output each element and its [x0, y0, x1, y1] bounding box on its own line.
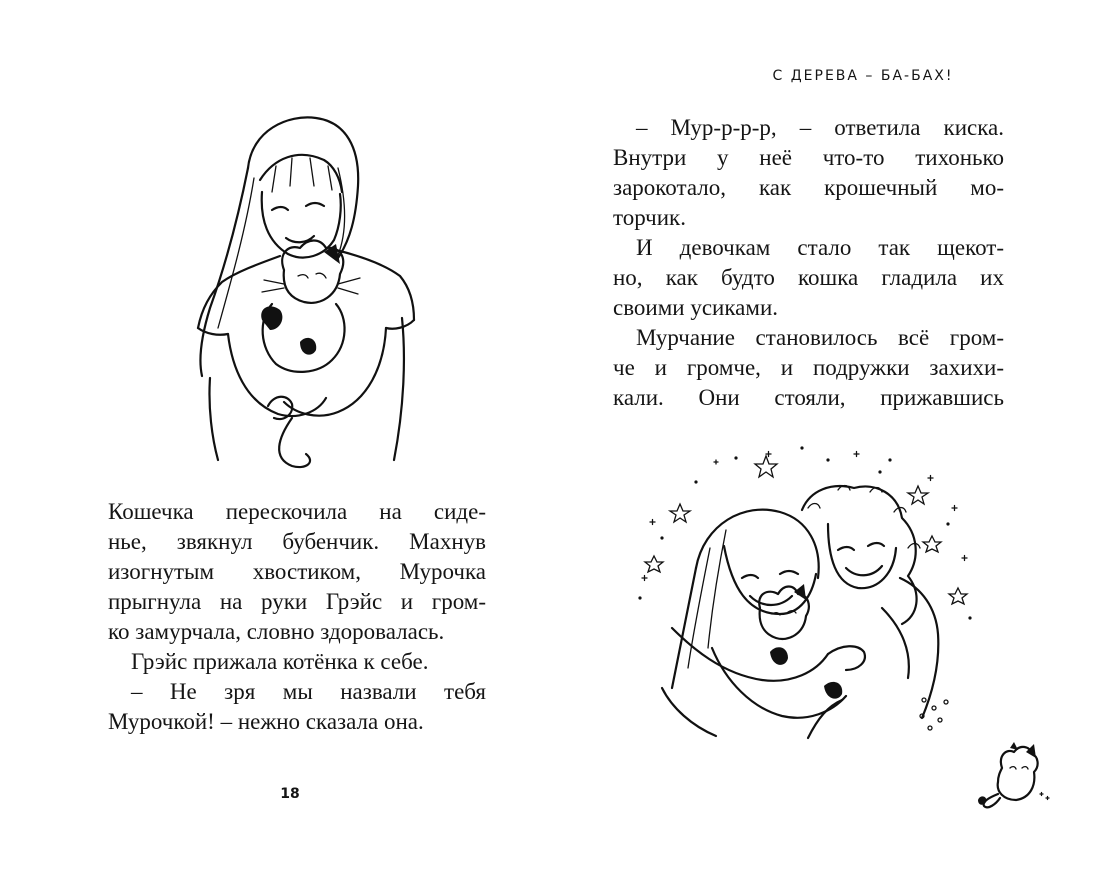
text-line: ко замурчала, словно здоровалась. [108, 619, 445, 644]
text-line: Мурчание становилось всё гром- [636, 325, 1004, 350]
text-line: че и громче, и подружки захихи- [613, 355, 1004, 380]
page-number: 18 [280, 786, 300, 802]
text-line: Внутри у неё что-то тихонько [613, 145, 1004, 170]
left-page-text [108, 497, 486, 737]
text-line: кали. Они стояли, прижавшись [613, 385, 1004, 410]
two-girls-with-kitten-illustration [632, 438, 982, 740]
running-head: С ДЕРЕВА – БА-БАХ! [772, 68, 954, 84]
right-page-text [613, 113, 1004, 413]
text-line: И девочкам стало так щекот- [636, 235, 1004, 260]
small-cat-vignette-illustration [976, 738, 1056, 810]
text-line: зарокотало, как крошечный мо- [613, 175, 1004, 200]
girl-with-kitten-illustration [188, 108, 422, 476]
text-line: изогнутым хвостиком, Мурочка [108, 559, 486, 584]
text-line: Грэйс прижала котёнка к себе. [131, 649, 429, 674]
text-line: но, как будто кошка гладила их [613, 265, 1004, 290]
text-line: прыгнула на руки Грэйс и гром- [108, 589, 486, 614]
text-line: – Мур-р-р-р, – ответила киска. [636, 115, 1004, 140]
text-line: Мурочкой! – нежно сказала она. [108, 709, 424, 734]
text-line: своими усиками. [613, 295, 778, 320]
text-line: Кошечка перескочила на сиде- [108, 499, 486, 524]
text-line: нье, звякнул бубенчик. Махнув [108, 529, 486, 554]
text-line: торчик. [613, 205, 686, 230]
text-line: – Не зря мы назвали тебя [131, 679, 486, 704]
